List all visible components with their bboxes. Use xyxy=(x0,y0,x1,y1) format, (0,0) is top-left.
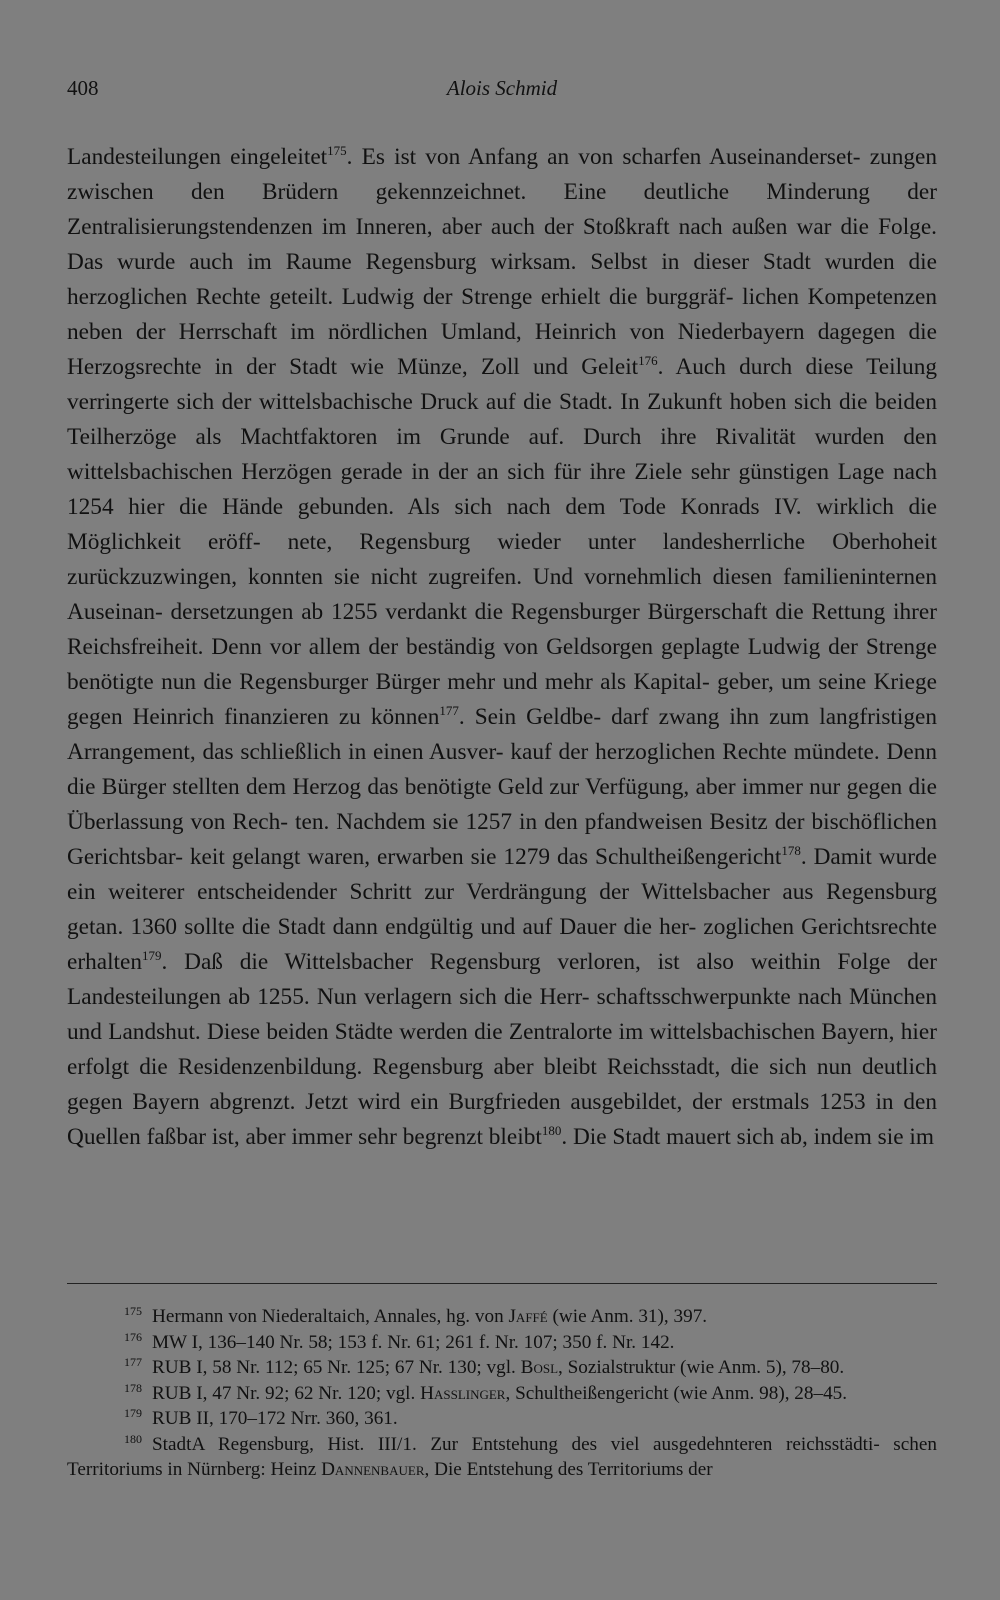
paragraph xyxy=(67,140,937,1155)
footnote-text: (wie Anm. 31), 397. xyxy=(547,1306,708,1327)
text-segment: . Daß die Wittelsbacher Regensburg verloren, ist also weithin Folge der Landesteilungen ab 1255. Nun verlagern sich die Herr- schaftsschwerpunkte nach München und Landshut. Diese beiden Städte werden die Zentralorte im wittelsbachischen Bayern, hier erfolgt die Residenzenbildung. Regensburg aber bleibt Reichsstadt, die sich nun deutlich gegen Bayern abgrenzt. Jetzt wird ein Burgfrieden ausgebildet, der erstmals 1253 in den Quellen faßbar ist, aber immer sehr begrenzt bleibt xyxy=(67,949,937,1150)
text-segment: Landesteilungen eingeleitet xyxy=(67,144,328,170)
author-name: Dannenbauer xyxy=(321,1459,425,1480)
author-name: Jaffé xyxy=(508,1306,548,1327)
text-segment: . Es ist von Anfang an von scharfen Auseinanderset- zungen zwischen den Brüdern gekennzeichnet. Eine deutliche Minderung der Zentralisierungstendenzen im Inneren, aber auch der Stoßkraft nach außen war die Folge. Das wurde auch im Raume Regensburg wirksam. Selbst in dieser Stadt wurden die herzoglichen Rechte geteilt. Ludwig der Strenge erhielt die burggräf- lichen Kompetenzen neben der Herrschaft im nördlichen Umland, Heinrich von Niederbayern dagegen die Herzogsrechte in der Stadt wie Münze, Zoll und Geleit xyxy=(67,144,937,380)
footnote-ref-175[interactable]: 175 xyxy=(327,143,347,158)
footnote-number: 175 xyxy=(124,1304,142,1318)
footnote-number: 178 xyxy=(124,1380,142,1395)
footnote-separator xyxy=(67,1283,937,1284)
footnote xyxy=(67,1355,937,1381)
text-segment: . Die Stadt mauert sich ab, indem sie im xyxy=(561,1124,934,1150)
text-segment: . Sein Geldbe- darf zwang ihn zum langfristigen Arrangement, das schließlich in einen Ausver- kauf der herzoglichen Rechte mündete. Denn die Bürger stellten dem Herzog das benötigte Geld zur Verfügung, aber immer nur gegen die Überlassung von Rech- ten. Nachdem sie 1257 in den pfandweisen Besitz der bischöflichen Gerichtsbar- keit gelangt waren, erwarben sie 1279 das Schultheißengericht xyxy=(67,704,937,870)
footnote-ref-176[interactable]: 176 xyxy=(638,353,658,368)
page-number: 408 xyxy=(67,76,99,100)
footnote-text: RUB I, 47 Nr. 92; 62 Nr. 120; vgl. xyxy=(152,1382,421,1404)
footnote-text: RUB II, 170–172 Nrr. 360, 361. xyxy=(152,1408,398,1429)
text-segment: . Damit wurde ein weiterer entscheidender Schritt zur Verdrängung der Wittelsbacher aus Regensburg getan. 1360 sollte die Stadt dann endgültig und auf Dauer die her- zoglichen Gerichtsrechte erhalten xyxy=(67,844,937,975)
footnote xyxy=(67,1432,937,1483)
footnote xyxy=(67,1330,937,1356)
running-head: Alois Schmid xyxy=(446,76,558,100)
book-page xyxy=(67,0,937,1600)
footnote-text: , Die Entstehung des Territoriums der xyxy=(424,1459,713,1480)
footnote-text: MW I, 136–140 Nr. 58; 153 f. Nr. 61; 261 f. Nr. 107; 350 f. Nr. 142. xyxy=(152,1331,675,1353)
footnote-ref-177[interactable]: 177 xyxy=(439,703,459,718)
main-text xyxy=(67,140,937,1155)
footnote-ref-178[interactable]: 178 xyxy=(781,843,801,858)
footnote-text: StadtA Regensburg, Hist. III/1. Zur Entstehung des viel ausgedehnteren reichsstädti- schen Territoriums in Nürnberg: Heinz xyxy=(67,1433,937,1480)
footnote-text: , Sozialstruktur (wie Anm. 5), 78–80. xyxy=(558,1357,845,1378)
footnote-ref-180[interactable]: 180 xyxy=(541,1123,562,1138)
footnote xyxy=(67,1304,937,1330)
footnote xyxy=(67,1406,937,1432)
footnote-number: 179 xyxy=(124,1406,142,1420)
page-header xyxy=(67,76,937,106)
footnotes xyxy=(67,1304,937,1483)
author-name: Bosl xyxy=(520,1357,559,1378)
text-segment: . Auch durch diese Teilung verringerte sich der wittelsbachische Druck auf die Stadt. In Zukunft hoben sich die beiden Teilherzöge als Machtfaktoren im Grunde auf. Durch ihre Rivalität wurden den wittelsbachischen Herzögen gerade in der an sich für ihre Ziele sehr günstigen Lage nach 1254 hier die Hände gebunden. Als sich nach dem Tode Konrads IV. wirklich die Möglichkeit eröff- nete, Regensburg wieder unter landesherrliche Oberhoheit zurückzuzwingen, konnten sie nicht zugreifen. Und vornehmlich diesen familieninternen Auseinan- dersetzungen ab 1255 verdankt die Regensburger Bürgerschaft die Rettung ihrer Reichsfreiheit. Denn vor allem der beständig von Geldsorgen geplagte Ludwig der Strenge benötigte nun die Regensburger Bürger mehr und mehr als Kapital- geber, um seine Kriege gegen Heinrich finanzieren zu können xyxy=(67,354,937,730)
footnote-text: RUB I, 58 Nr. 112; 65 Nr. 125; 67 Nr. 130; vgl. xyxy=(152,1357,521,1378)
footnote xyxy=(67,1381,937,1407)
footnote-text: Hermann von Niederaltaich, Annales, hg. von xyxy=(152,1306,509,1327)
footnote-ref-179[interactable]: 179 xyxy=(142,948,162,963)
footnote-text: , Schultheißengericht (wie Anm. 98), 28–45. xyxy=(505,1382,848,1404)
footnote-number: 177 xyxy=(124,1355,142,1369)
footnote-number: 180 xyxy=(124,1431,142,1446)
author-name: Hasslinger xyxy=(420,1382,506,1404)
footnote-number: 176 xyxy=(124,1329,142,1344)
